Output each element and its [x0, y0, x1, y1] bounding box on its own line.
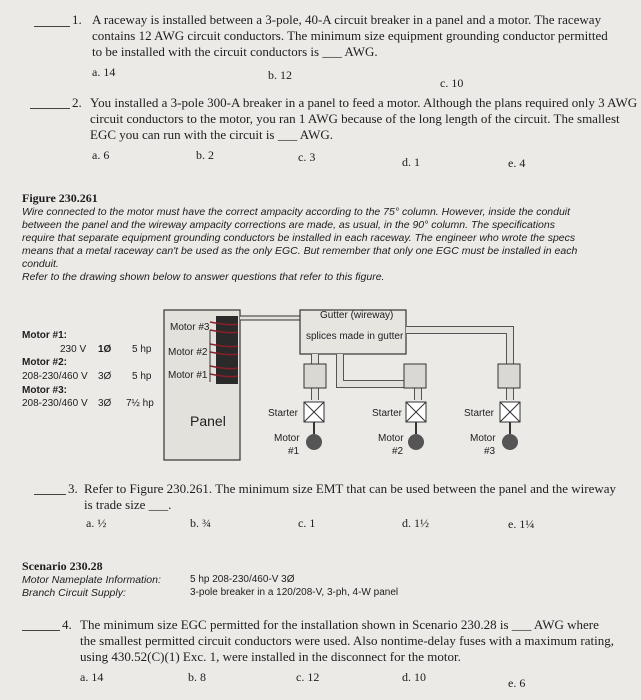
q2-line-3: EGC you can run with the circuit is ___ AWG.	[90, 127, 334, 142]
q4-answer-e[interactable]: e. 6	[508, 676, 526, 690]
starter-2	[406, 402, 426, 422]
q2-number: 2.	[72, 95, 82, 110]
q3-answer-d[interactable]: d. 1½	[402, 516, 429, 530]
starter-3-label: Starter	[464, 408, 495, 419]
figure-line-2: between the panel and the wireway ampacity corrections are made, as usual, in the 90° column. The specifications	[22, 219, 555, 231]
panel-label-motor1: Motor #1	[168, 370, 208, 381]
figure-line-6: Refer to the drawing shown below to answer questions that refer to this figure.	[22, 271, 385, 283]
q4-line-2: the smallest permitted circuit conductors were used. Also nontime-delay fuses with a maximum rating,	[80, 633, 614, 648]
motor2-hp: 5 hp	[132, 371, 152, 382]
starter-3	[500, 402, 520, 422]
motor2-phase: 3Ø	[98, 371, 112, 382]
motor-1-symbol	[306, 434, 322, 450]
q4-answer-d[interactable]: d. 10	[402, 670, 426, 684]
motor-1-label: Motor	[274, 433, 300, 444]
panel-label-motor2: Motor #2	[168, 347, 208, 358]
panel-label-motor3: Motor #3	[170, 322, 210, 333]
q1-answer-c[interactable]: c. 10	[440, 76, 464, 90]
q4-answer-c[interactable]: c. 12	[296, 670, 320, 684]
motor1-hp: 5 hp	[132, 344, 152, 355]
disconnect-3	[498, 364, 520, 388]
q2-line-1: You installed a 3-pole 300-A breaker in a panel to feed a motor. Although the plans required only 3 AWG	[90, 95, 638, 110]
q2-answer-c[interactable]: c. 3	[298, 150, 316, 164]
q3-answer-e[interactable]: e. 1¼	[508, 517, 535, 531]
disconnect-1	[304, 364, 326, 388]
q1-line-1: A raceway is installed between a 3-pole, 40-A circuit breaker in a panel and a motor. The raceway	[92, 12, 602, 27]
gutter-note: splices made in gutter	[306, 331, 404, 342]
motor3-voltage: 208-230/460 V	[22, 398, 88, 409]
q3-answer-a[interactable]: a. ½	[86, 516, 107, 530]
motor-2-number: #2	[392, 446, 404, 457]
disconnect-2	[404, 364, 426, 388]
q4-line-1: The minimum size EGC permitted for the installation shown in Scenario 230.28 is ___ AWG where	[80, 617, 599, 632]
q3-answer-b[interactable]: b. ¾	[190, 516, 211, 530]
q1-answer-b[interactable]: b. 12	[268, 68, 292, 82]
motor1-voltage: 230 V	[60, 344, 87, 355]
motor3-hp: 7½ hp	[126, 398, 154, 409]
scenario-title: Scenario 230.28	[22, 559, 103, 573]
motor-1-number: #1	[288, 446, 300, 457]
q3-answer-c[interactable]: c. 1	[298, 516, 316, 530]
figure-line-4: means that a metal raceway can't be used as the only EGC. But remember that only one EGC must be installed in each	[22, 245, 578, 257]
motor-3-symbol	[502, 434, 518, 450]
figure-line-5: conduit.	[22, 258, 59, 270]
figure-line-1: Wire connected to the motor must have the correct ampacity according to the 75° column. However, inside the conduit	[22, 206, 571, 218]
q3-number: 3.	[68, 481, 78, 496]
motor3-phase: 3Ø	[98, 398, 112, 409]
q2-answer-a[interactable]: a. 6	[92, 148, 110, 162]
q3-line-1: Refer to Figure 230.261. The minimum size EMT that can be used between the panel and the wireway	[84, 481, 617, 496]
motor-2-symbol	[408, 434, 424, 450]
answer-blank-q3	[34, 494, 66, 495]
motor2-label: Motor #2:	[22, 357, 67, 368]
starter-1	[304, 402, 324, 422]
breaker-block	[216, 316, 238, 384]
q4-answer-b[interactable]: b. 8	[188, 670, 206, 684]
motor1-phase: 1Ø	[98, 344, 112, 355]
answer-blank-q4	[22, 630, 60, 631]
motor2-voltage: 208-230/460 V	[22, 371, 88, 382]
q1-number: 1.	[72, 12, 82, 27]
q2-answer-d[interactable]: d. 1	[402, 155, 420, 169]
scenario-label-2: Branch Circuit Supply:	[22, 587, 126, 599]
q2-line-2: circuit conductors to the motor, you ran 1 AWG because of the long length of the circuit. The smallest	[90, 111, 620, 126]
motor-3-number: #3	[484, 446, 496, 457]
motor-2-label: Motor	[378, 433, 404, 444]
motor1-label: Motor #1:	[22, 330, 67, 341]
figure-line-3: require that separate equipment grounding conductors be installed in each raceway. The engineer who wrote the specs	[22, 232, 576, 244]
starter-2-label: Starter	[372, 408, 403, 419]
starter-1-label: Starter	[268, 408, 299, 419]
scenario-value-2: 3-pole breaker in a 120/208-V, 3-ph, 4-W panel	[190, 587, 399, 598]
motor-3-label: Motor	[470, 433, 496, 444]
scenario-value-1: 5 hp 208-230/460-V 3Ø	[190, 574, 295, 585]
gutter-title: Gutter (wireway)	[320, 310, 394, 321]
q1-answer-a[interactable]: a. 14	[92, 65, 116, 79]
q1-line-3: to be installed with the circuit conductors is ___ AWG.	[92, 44, 378, 59]
q2-answer-e[interactable]: e. 4	[508, 156, 526, 170]
panel-label: Panel	[190, 413, 226, 429]
motor3-label: Motor #3:	[22, 385, 67, 396]
figure-title: Figure 230.261	[22, 191, 98, 205]
q4-answer-a[interactable]: a. 14	[80, 670, 104, 684]
q2-answer-b[interactable]: b. 2	[196, 148, 214, 162]
q4-number: 4.	[62, 617, 72, 632]
q3-line-2: is trade size ___.	[84, 497, 172, 512]
q1-line-2: contains 12 AWG circuit conductors. The minimum size equipment grounding conductor permitted	[92, 28, 608, 43]
q4-line-3: using 430.52(C)(1) Exc. 1, were installed in the disconnect for the motor.	[80, 649, 461, 664]
scenario-label-1: Motor Nameplate Information:	[22, 574, 161, 586]
